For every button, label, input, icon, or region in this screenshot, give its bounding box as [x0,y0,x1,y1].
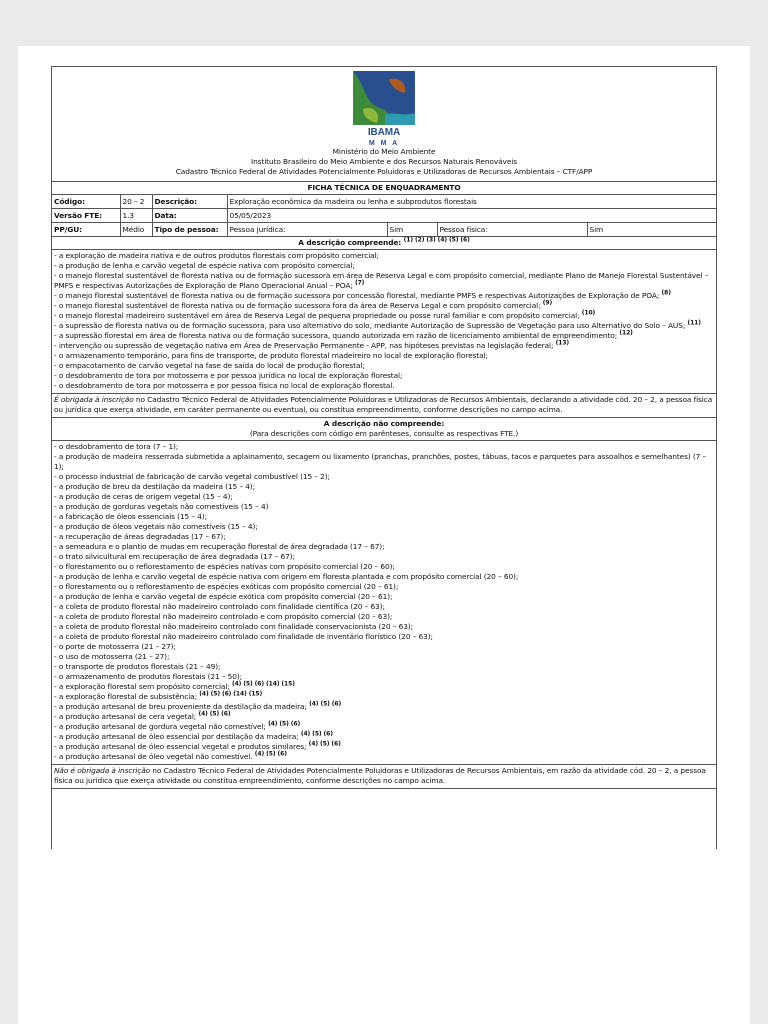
list-item [54,381,714,391]
footnote-ref: (8) [661,289,671,297]
list-item-text: - a produção artesanal de breu proveniente da destilação da madeira; [54,702,307,711]
list-item [54,732,714,742]
list-item-text: - a produção artesanal de óleo vegetal não comestível. [54,752,253,761]
list-item [54,351,714,361]
footnote-ref: (9) [542,299,553,307]
codigo-label: Código: [52,195,120,209]
list-item [54,271,714,291]
footnote-ref: (7) [354,279,365,287]
list-item [54,652,714,662]
data-value: 05/05/2023 [227,209,716,223]
list-item-text: - o manejo florestal madeireiro sustentável em área de Reserva Legal de pequena propriedade ou posse rural familiar e com propósito comercial; [54,311,580,320]
ficha-title: FICHA TÉCNICA DE ENQUADRAMENTO [52,182,716,195]
institute-name: Instituto Brasileiro do Meio Ambiente e dos Recursos Naturais Renováveis [251,157,517,166]
svg-text:M M A: M M A [368,140,400,147]
list-item [54,291,714,301]
list-item [54,592,714,602]
footnote-ref: (4) (5) (6) [309,700,342,708]
list-item-text: - a produção artesanal de óleo essencial por destilação da madeira; [54,732,299,741]
descricao-value: Exploração econômica da madeira ou lenha e subprodutos florestais [227,195,716,209]
pf-value: Sim [587,223,716,237]
list-item-text: - a exploração florestal de subsistência; [54,692,197,701]
list-item-text: - a coleta de produto florestal não madeireiro controlado com finalidade conservacionista (20 – 63); [54,622,413,631]
list-item [54,442,714,452]
document-header [52,67,716,182]
list-item-text: - o manejo florestal sustentável de floresta nativa ou de formação sucessora fora da área de Reserva Legal e com propósito comercial; [54,301,541,310]
registry-name: Cadastro Técnico Federal de Atividades Potencialmente Poluidoras e Utilizadoras de Recursos Ambientais – CTF/APP [175,167,593,176]
footnote-ref: (4) (5) (6) [268,720,301,728]
footnote-ref: (4) (5) (6) [198,710,231,718]
list-item [54,572,714,582]
list-item-text: - a exploração florestal sem propósito comercial; [54,682,230,691]
nao-compreende-header [52,418,716,441]
list-item-text: - a recuperação de áreas degradadas (17 – 67); [54,532,226,541]
list-item-text: - o trato silvicultural em recuperação de área degradada (17 – 67); [54,552,295,561]
footnote-ref: (4) (5) (6) [254,750,287,758]
pj-label: Pessoa jurídica: [227,223,387,237]
list-item [54,492,714,502]
list-item [54,522,714,532]
obrigada-note [52,394,716,418]
ficha-table [52,195,716,237]
list-item [54,622,714,632]
list-item-text: - o florestamento ou o reflorestamento de espécies exóticas com propósito comercial (20 – 61); [54,582,399,591]
list-item [54,562,714,572]
list-item-text: - a produção de lenha e carvão vegetal de espécie exótica com propósito comercial (20 – 61); [54,592,393,601]
list-item-text: - a coleta de produto florestal não madeireiro controlado com finalidade de inventário florístico (20 – 63); [54,632,433,641]
list-item [54,692,714,702]
list-item-text: - o porte de motosserra (21 – 27); [54,642,176,651]
document-page [18,46,750,1024]
list-item [54,662,714,672]
list-item [54,452,714,472]
compreende-title-text: A descrição compreende: [298,238,402,247]
list-item-text: - o processo industrial de fabricação de carvão vegetal combustível (15 – 2); [54,472,330,481]
table-row [52,195,716,209]
list-item [54,702,714,712]
list-item-text: - a fabricação de óleos essenciais (15 – 4); [54,512,208,521]
list-item-text: - a produção artesanal de óleo essencial vegetal e produtos similares; [54,742,307,751]
list-item-text: - o armazenamento temporário, para fins de transporte, de produto florestal madeireiro no local de exploração florestal; [54,351,488,360]
list-item [54,602,714,612]
nao-compreende-list [52,441,716,765]
footnote-ref: (4) (5) (6) (14) (15) [199,690,263,698]
list-item [54,712,714,722]
footnote-ref: (13) [555,339,570,347]
list-item [54,361,714,371]
list-item [54,532,714,542]
nao-obrigada-note [52,765,716,789]
list-item-text: - a coleta de produto florestal não madeireiro controlado e com propósito comercial (20 – 63); [54,612,393,621]
footnote-ref: (4) (5) (6) (14) (15) [231,680,295,688]
list-item [54,261,714,271]
tipo-pessoa-label: Tipo de pessoa: [152,223,227,237]
compreende-list [52,250,716,394]
list-item [54,371,714,381]
list-item-text: - a semeadura e o plantio de mudas em recuperação florestal de área degradada (17 – 67); [54,542,385,551]
list-item [54,331,714,341]
footnote-ref: (4) (5) (6) [308,740,341,748]
list-item-text: - o empacotamento de carvão vegetal na fase de saída do local de produção florestal; [54,361,365,370]
nao-obrigada-em: Não é obrigada à inscrição [54,766,151,775]
list-item-text: - o desdobramento de tora por motosserra e por pessoa física no local de exploração florestal. [54,381,395,390]
table-row [52,223,716,237]
list-item-text: - a produção de lenha e carvão vegetal de espécie nativa com origem em floresta plantada e com propósito comercial (20 – 60); [54,572,519,581]
list-item-text: - o florestamento ou o reflorestamento de espécies nativas com propósito comercial (20 – 60); [54,562,395,571]
list-item-text: - a produção de ceras de origem vegetal (15 – 4); [54,492,233,501]
list-item [54,582,714,592]
ppgu-value: Médio [120,223,152,237]
list-item [54,552,714,562]
codigo-value: 20 – 2 [120,195,152,209]
list-item [54,742,714,752]
table-row [52,209,716,223]
data-label: Data: [152,209,227,223]
footnote-ref: (11) [687,319,701,327]
list-item-text: - a exploração de madeira nativa e de outros produtos florestais com propósito comercial; [54,251,379,260]
list-item [54,301,714,311]
versao-value: 1.3 [120,209,152,223]
list-item-text: - a supressão de floresta nativa ou de formação sucessora, para uso alternativo do solo, mediante Autorização de Supressão de Vegetação para uso Alternativo do Solo – AUS; [54,321,686,330]
list-item-text: - a produção de madeira resserrada submetida a aplainamento, secagem ou lixamento (pranchas, pranchões, postes, tábuas, tacos e parquetes para assoalhos e semelhantes) (7 – 1); [54,452,707,471]
footnote-ref: (12) [619,329,633,337]
fte-document [51,66,717,849]
ppgu-label: PP/GU: [52,223,120,237]
list-item-text: - a supressão florestal em área de floresta nativa ou de formação sucessora, quando autorizada em razão de licenciamento ambiental de empreendimento; [54,331,618,340]
compreende-refs: (1) (2) (3) (4) (5) (6) [403,236,470,244]
list-item [54,672,714,682]
list-item-text: - a produção de breu da destilação da madeira (15 – 4); [54,482,255,491]
list-item-text: - o armazenamento de produtos florestais (21 – 50); [54,672,243,681]
list-item [54,632,714,642]
list-item-text: - o transporte de produtos florestais (21 – 49); [54,662,221,671]
nao-compreende-title: A descrição não compreende: [323,419,445,428]
list-item [54,311,714,321]
list-item [54,341,714,351]
list-item-text: - o desdobramento de tora por motosserra e por pessoa jurídica no local de exploração florestal; [54,371,403,380]
list-item [54,321,714,331]
list-item-text: - intervenção ou supressão de vegetação nativa em Área de Preservação Permanente - APP, nas hipóteses previstas na legislação federal; [54,341,554,350]
list-item-text: - a produção de óleos vegetais não comestíveis (15 – 4); [54,522,258,531]
nao-obrigada-rest: no Cadastro Técnico Federal de Atividades Potencialmente Poluidoras e Utilizadoras de Recursos Ambientais, em razão da atividade cód. 20 – 2, a pessoa física ou jurídica que exerça atividade ou constitua empreendimento, conforme descrições no campo acima. [54,766,706,785]
list-item-text: - a produção de lenha e carvão vegetal de espécie nativa com propósito comercial; [54,261,355,270]
list-item [54,642,714,652]
list-item [54,722,714,732]
ministry-name: Ministério do Meio Ambiente [332,147,436,156]
list-item [54,752,714,762]
list-item-text: - a produção de gorduras vegetais não comestíveis (15 – 4) [54,502,269,511]
list-item [54,482,714,492]
continuation-area [52,789,716,849]
list-item-text: - a produção artesanal de gordura vegetal não comestível; [54,722,266,731]
footnote-ref: (4) (5) (6) [300,730,333,738]
versao-label: Versão FTE: [52,209,120,223]
compreende-title [52,237,716,250]
list-item-text: - o manejo florestal sustentável de floresta nativa ou de formação sucessora em área de Reserva Legal e com propósito comercial, mediante Plano de Manejo Florestal Sustentável – PMFS e respectivas Autorizações de Exploração de Plano Operacional Anual – POA; [54,271,709,290]
footnote-ref: (10) [581,309,596,317]
list-item [54,472,714,482]
list-item [54,682,714,692]
list-item [54,612,714,622]
nao-compreende-subtitle: (Para descrições com código em parênteses, consulte as respectivas FTE.) [249,429,519,438]
pj-value: Sim [387,223,437,237]
list-item-text: - a produção artesanal de cera vegetal; [54,712,197,721]
list-item-text: - a coleta de produto florestal não madeireiro controlado com finalidade científica (20 – 63); [54,602,385,611]
pf-label: Pessoa física: [437,223,587,237]
list-item-text: - o uso de motosserra (21 – 27); [54,652,170,661]
list-item-text: - o manejo florestal sustentável de floresta nativa ou de formação sucessora por concessão florestal, mediante PMFS e respectivas Autorizações de Exploração de POA; [54,291,660,300]
svg-text:IBAMA: IBAMA [367,127,401,138]
list-item [54,542,714,552]
obrigada-em: É obrigada à inscrição [54,395,134,404]
descricao-label: Descrição: [152,195,227,209]
list-item [54,251,714,261]
list-item [54,512,714,522]
ibama-logo [349,69,419,147]
list-item [54,502,714,512]
list-item-text: - o desdobramento de tora (7 – 1); [54,442,179,451]
obrigada-rest: no Cadastro Técnico Federal de Atividades Potencialmente Poluidoras e Utilizadoras de Recursos Ambientais, declarando a atividade cód. 20 – 2, a pessoa física ou jurídica que exerça atividade, em caráter permanente ou eventual, ou constitua empreendimento, conforme descrições no campo acima. [54,395,713,414]
